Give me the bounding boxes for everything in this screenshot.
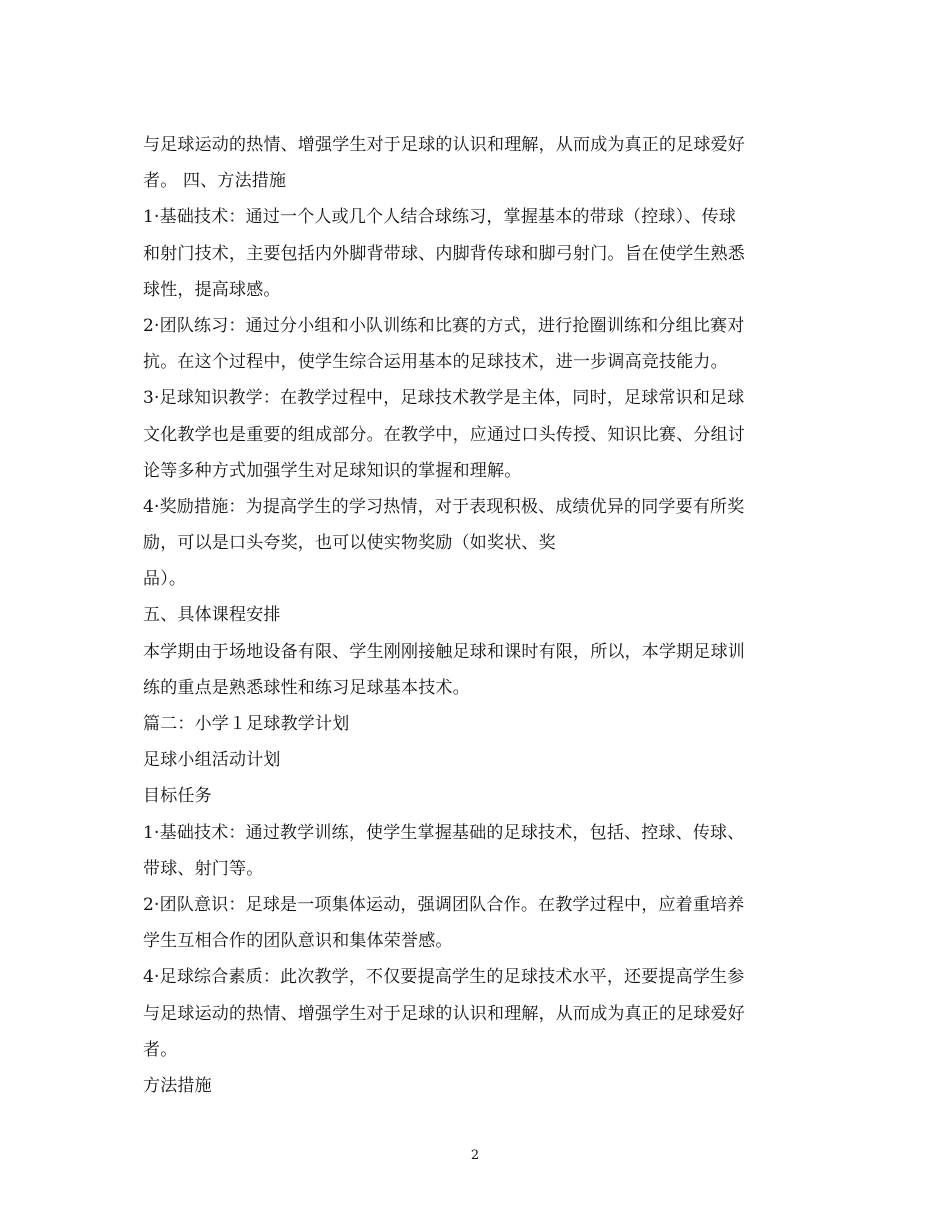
text-line: 励，可以是口头夸奖，也可以使实物奖励（如奖状、奖 xyxy=(143,533,556,554)
text-line: 和射门技术，主要包括内外脚背带球、内脚背传球和脚弓射门。旨在使学生熟悉 xyxy=(143,243,745,264)
text-line: 与足球运动的热情、增强学生对于足球的认识和理解，从而成为真正的足球爱好 xyxy=(143,135,745,155)
text-line: 2·团队意识：足球是一项集体运动，强调团队合作。在教学过程中，应着重培养 xyxy=(143,894,745,915)
text-line: 品）。 xyxy=(143,569,187,590)
page-number: 2 xyxy=(470,1148,480,1163)
text-line: 带球、射门等。 xyxy=(143,858,264,879)
text-line: 1·基础技术：通过教学训练，使学生掌握基础的足球技术，包括、控球、传球、 xyxy=(143,822,745,843)
text-line: 1·基础技术：通过一个人或几个人结合球练习，掌握基本的带球（控球）、传球 xyxy=(143,207,736,228)
text-line: 3·足球知识教学：在教学过程中，足球技术教学是主体，同时，足球常识和足球 xyxy=(143,388,745,409)
text-line: 球性，提高球感。 xyxy=(143,279,281,300)
document-body xyxy=(143,127,823,1104)
text-line: 者。 四、方法措施 xyxy=(143,171,287,192)
plan-title: 足球小组活动计划 xyxy=(143,750,281,771)
text-line: 2·团队练习：通过分小组和小队训练和比赛的方式，进行抢圈训练和分组比赛对 xyxy=(143,315,745,336)
text-line: 论等多种方式加强学生对足球知识的掌握和理解。 xyxy=(143,460,522,481)
text-line: 抗。在这个过程中，使学生综合运用基本的足球技术，进一步调高竞技能力。 xyxy=(143,352,728,373)
section-heading: 目标任务 xyxy=(143,786,212,807)
text-line: 文化教学也是重要的组成部分。在教学中，应通过口头传授、知识比赛、分组讨 xyxy=(143,424,745,445)
section-heading: 方法措施 xyxy=(143,1075,212,1096)
text-line: 4·足球综合素质：此次教学，不仅要提高学生的足球技术水平，还要提高学生参 xyxy=(143,967,745,988)
text-line: 4·奖励措施：为提高学生的学习热情，对于表现积极、成绩优异的同学要有所奖 xyxy=(143,496,745,517)
chapter-heading: 篇二：小学１足球教学计划 xyxy=(143,714,350,734)
text-line: 者。 xyxy=(143,1039,178,1060)
text-line: 与足球运动的热情、增强学生对于足球的认识和理解，从而成为真正的足球爱好 xyxy=(143,1003,745,1024)
text-line: 练的重点是熟悉球性和练习足球基本技术。 xyxy=(143,677,470,698)
text-line: 本学期由于场地设备有限、学生刚刚接触足球和课时有限，所以，本学期足球训 xyxy=(143,641,745,662)
text-line: 学生互相合作的团队意识和集体荣誉感。 xyxy=(143,931,453,952)
section-heading: 五、具体课程安排 xyxy=(143,605,281,626)
